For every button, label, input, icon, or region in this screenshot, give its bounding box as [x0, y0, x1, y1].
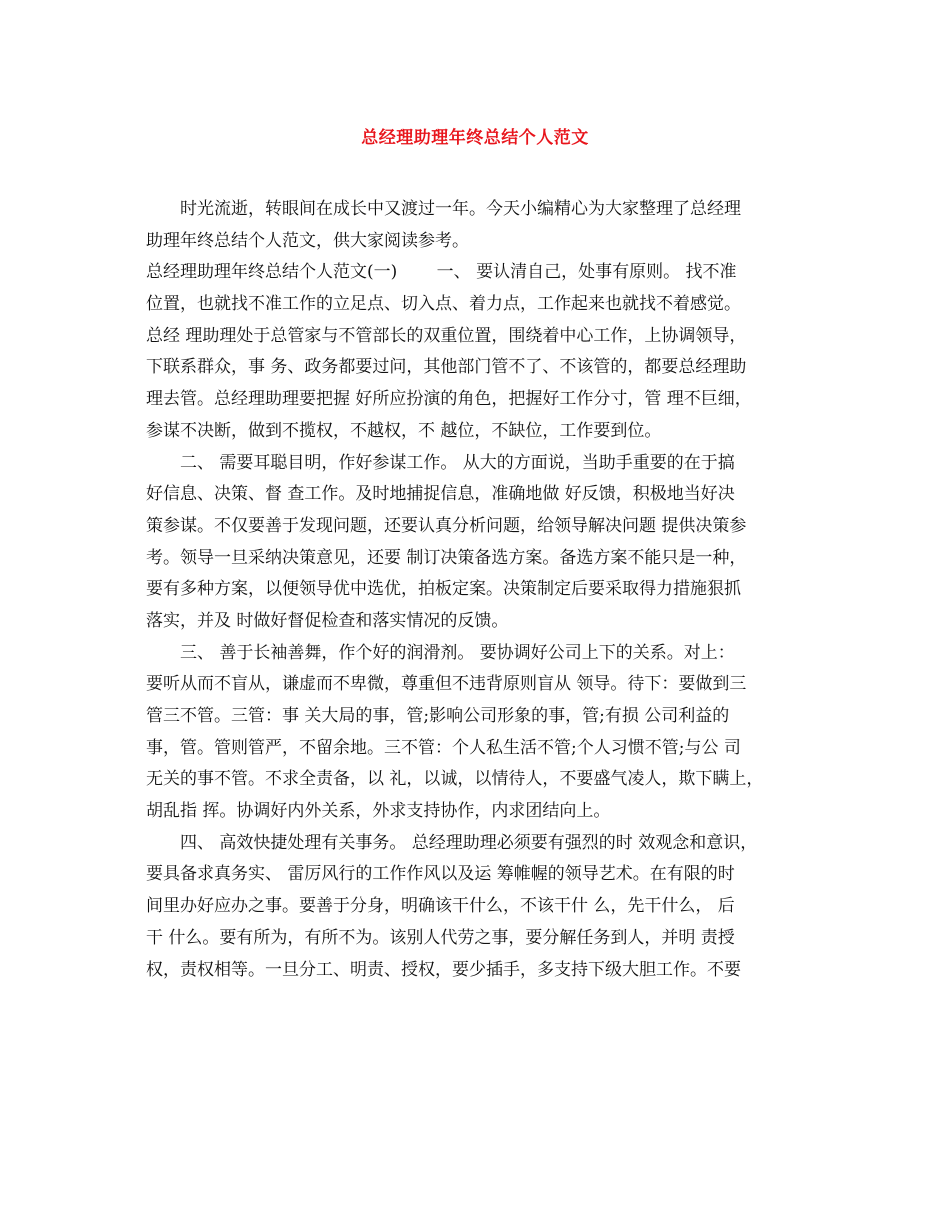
text-line: 无关的事不管。不求全责备，以 礼，以诚，以情待人，不要盛气凌人，欺下瞒上，	[146, 769, 764, 790]
text-line: 考。领导一旦采纳决策意见，还要 制订决策备选方案。备选方案不能只是一种，	[146, 547, 747, 568]
text-line: 参谋不决断，做到不揽权，不越权，不 越位，不缺位，工作要到位。	[146, 420, 662, 441]
text-line: 落实，并及 时做好督促检查和落实情况的反馈。	[146, 610, 509, 631]
text-line: 总经 理助理处于总管家与不管部长的双重位置，围绕着中心工作，上协调领导，	[146, 325, 747, 346]
text-line: 时光流逝，转眼间在成长中又渡过一年。今天小编精心为大家整理了总经理	[180, 199, 741, 219]
text-line: 权，责权相等。一旦分工、明责、授权，要少插手，多支持下级大胆工作。不要	[146, 959, 741, 980]
document-title: 总经理助理年终总结个人范文	[361, 128, 589, 148]
text-line: 位置，也就找不准工作的立足点、切入点、着力点，工作起来也就找不着感觉。	[146, 294, 741, 315]
text-line: 干 什么。要有所为，有所不为。该别人代劳之事，要分解任务到人，并明 责授	[146, 927, 735, 948]
text-line: 事，管。管则管严，不留余地。三不管：个人私生活不管;个人习惯不管;与公 司	[146, 737, 741, 758]
text-line: 策参谋。不仅要善于发现问题，还要认真分析问题，给领导解决问题 提供决策参	[146, 515, 747, 536]
text-line: 要听从而不盲从，谦虚而不卑微，尊重但不违背原则盲从 领导。待下：要做到三	[146, 674, 747, 695]
text-line: 管三不管。三管：事 关大局的事，管;影响公司形象的事，管;有损 公司利益的	[146, 706, 730, 726]
text-line: 三、 善于长袖善舞，作个好的润滑剂。 要协调好公司上下的关系。对上：	[180, 642, 735, 663]
text-line: 胡乱指 挥。协调好内外关系，外求支持协作，内求团结向上。	[146, 801, 611, 822]
text-line: 二、 需要耳聪目明，作好参谋工作。 从大的方面说，当助手重要的在于搞	[180, 452, 735, 473]
text-line: 好信息、决策、督 查工作。及时地捕捉信息，准确地做 好反馈，积极地当好决	[146, 484, 735, 505]
text-line: 助理年终总结个人范文，供大家阅读参考。	[146, 230, 469, 251]
text-line: 四、 高效快捷处理有关事务。 总经理助理必须要有强烈的时 效观念和意识，	[180, 832, 758, 853]
document-body	[146, 194, 806, 986]
text-line: 间里办好应办之事。要善于分身，明确该干什么，不该干什 么，先干什么， 后	[146, 896, 735, 917]
text-line: 要有多种方案，以便领导优中选优，拍板定案。决策制定后要采取得力措施狠抓	[146, 579, 741, 600]
text-line: 理去管。总经理助理要把握 好所应扮演的角色，把握好工作分寸，管 理不巨细，	[146, 389, 752, 410]
text-line: 总经理助理年终总结个人范文(一) 一、 要认清自己，处事有原则。 找不准	[146, 262, 737, 283]
text-line: 要具备求真务实、 雷厉风行的工作作风以及运 筹帷幄的领导艺术。在有限的时	[146, 864, 735, 885]
text-line: 下联系群众，事 务、政务都要过问，其他部门管不了、不该管的，都要总经理助	[146, 357, 747, 378]
